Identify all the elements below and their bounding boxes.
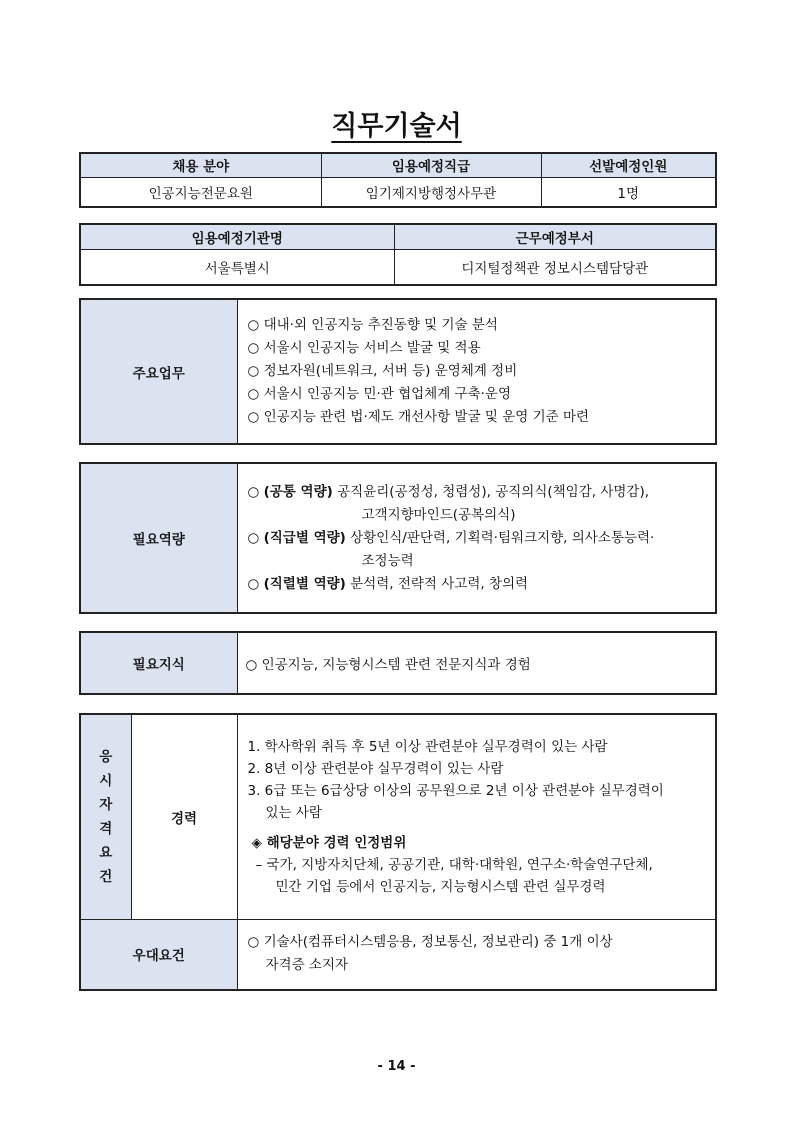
list-item-continuation: 있는 사람	[265, 804, 322, 821]
competency-label: 필요역량	[80, 463, 237, 613]
value-count: 1명	[541, 177, 716, 207]
list-item: ○ 서울시 인공지능 서비스 발굴 및 적용	[247, 340, 481, 356]
list-item: ○ 정보자원(네트워크, 서버 등) 운영체계 정비	[247, 363, 518, 379]
duties-list	[237, 299, 716, 444]
document-title: 직무기술서	[331, 111, 462, 142]
value-grade: 임기제지방행정사무관	[321, 177, 541, 207]
qualification-vertical-label: 응 시 자 격 요 건	[80, 714, 131, 919]
page-number: - 14 -	[377, 1059, 416, 1074]
list-item-continuation: 고객지향마인드(공복의식)	[361, 506, 516, 523]
list-item: ○ (직렬별 역량) 분석력, 전략적 사고력, 창의력	[247, 575, 529, 592]
list-item-continuation: 조정능력	[361, 552, 414, 569]
value-field: 인공지능전문요원	[80, 177, 321, 207]
career-list	[237, 714, 716, 919]
list-item: 2. 8년 이상 관련분야 실무경력이 있는 사람	[247, 760, 504, 777]
list-item: ○ (직급별 역량) 상황인식/판단력, 기획력·팀워크지향, 의사소통능력·	[247, 529, 655, 546]
career-label: 경력	[131, 714, 237, 919]
list-item: ○ 대내·외 인공지능 추진동향 및 기술 분석	[247, 317, 498, 333]
preferred-label: 우대요건	[80, 919, 237, 990]
duties-label: 주요업무	[80, 299, 237, 444]
knowledge-text: ○ 인공지능, 지능형시스템 관련 전문지식과 경험	[237, 632, 716, 694]
knowledge-table	[79, 631, 717, 695]
preferred-list	[237, 919, 716, 990]
qualification-table	[79, 713, 717, 991]
list-item: 3. 6급 또는 6급상당 이상의 공무원으로 2년 이상 관련분야 실무경력이	[247, 782, 664, 799]
competency-list	[237, 463, 716, 613]
header-agency: 임용예정기관명	[80, 224, 394, 249]
header-field: 채용 분야	[80, 153, 321, 177]
list-item: 1. 학사학위 취득 후 5년 이상 관련분야 실무경력이 있는 사람	[247, 738, 608, 755]
scope-line: – 국가, 지방자치단체, 공공기관, 대학·대학원, 연구소·학술연구단체,	[255, 856, 653, 873]
value-department: 디지털정책관 정보시스템담당관	[394, 249, 716, 285]
list-item: ○ (공통 역량) 공직윤리(공정성, 청렴성), 공직의식(책임감, 사명감),	[247, 483, 650, 500]
duties-table	[79, 298, 717, 445]
scope-title: ◈ 해당분야 경력 인정범위	[251, 834, 407, 851]
list-item-continuation: 자격증 소지자	[265, 957, 349, 974]
list-item: ○ 기술사(컴퓨터시스템응용, 정보통신, 정보관리) 중 1개 이상	[247, 934, 613, 951]
list-item: ○ 인공지능 관련 법·제도 개선사항 발굴 및 운영 기준 마련	[247, 409, 590, 425]
list-item: ○ 서울시 인공지능 민·관 협업체계 구축·운영	[247, 386, 512, 402]
value-agency: 서울특별시	[80, 249, 394, 285]
scope-line: 민간 기업 등에서 인공지능, 지능형시스템 관련 실무경력	[275, 878, 606, 895]
header-department: 근무예정부서	[394, 224, 716, 249]
competency-table	[79, 462, 717, 614]
header-count: 선발예정인원	[541, 153, 716, 177]
position-table	[79, 152, 717, 208]
knowledge-label: 필요지식	[80, 632, 237, 694]
header-grade: 임용예정직급	[321, 153, 541, 177]
agency-table	[79, 223, 717, 286]
